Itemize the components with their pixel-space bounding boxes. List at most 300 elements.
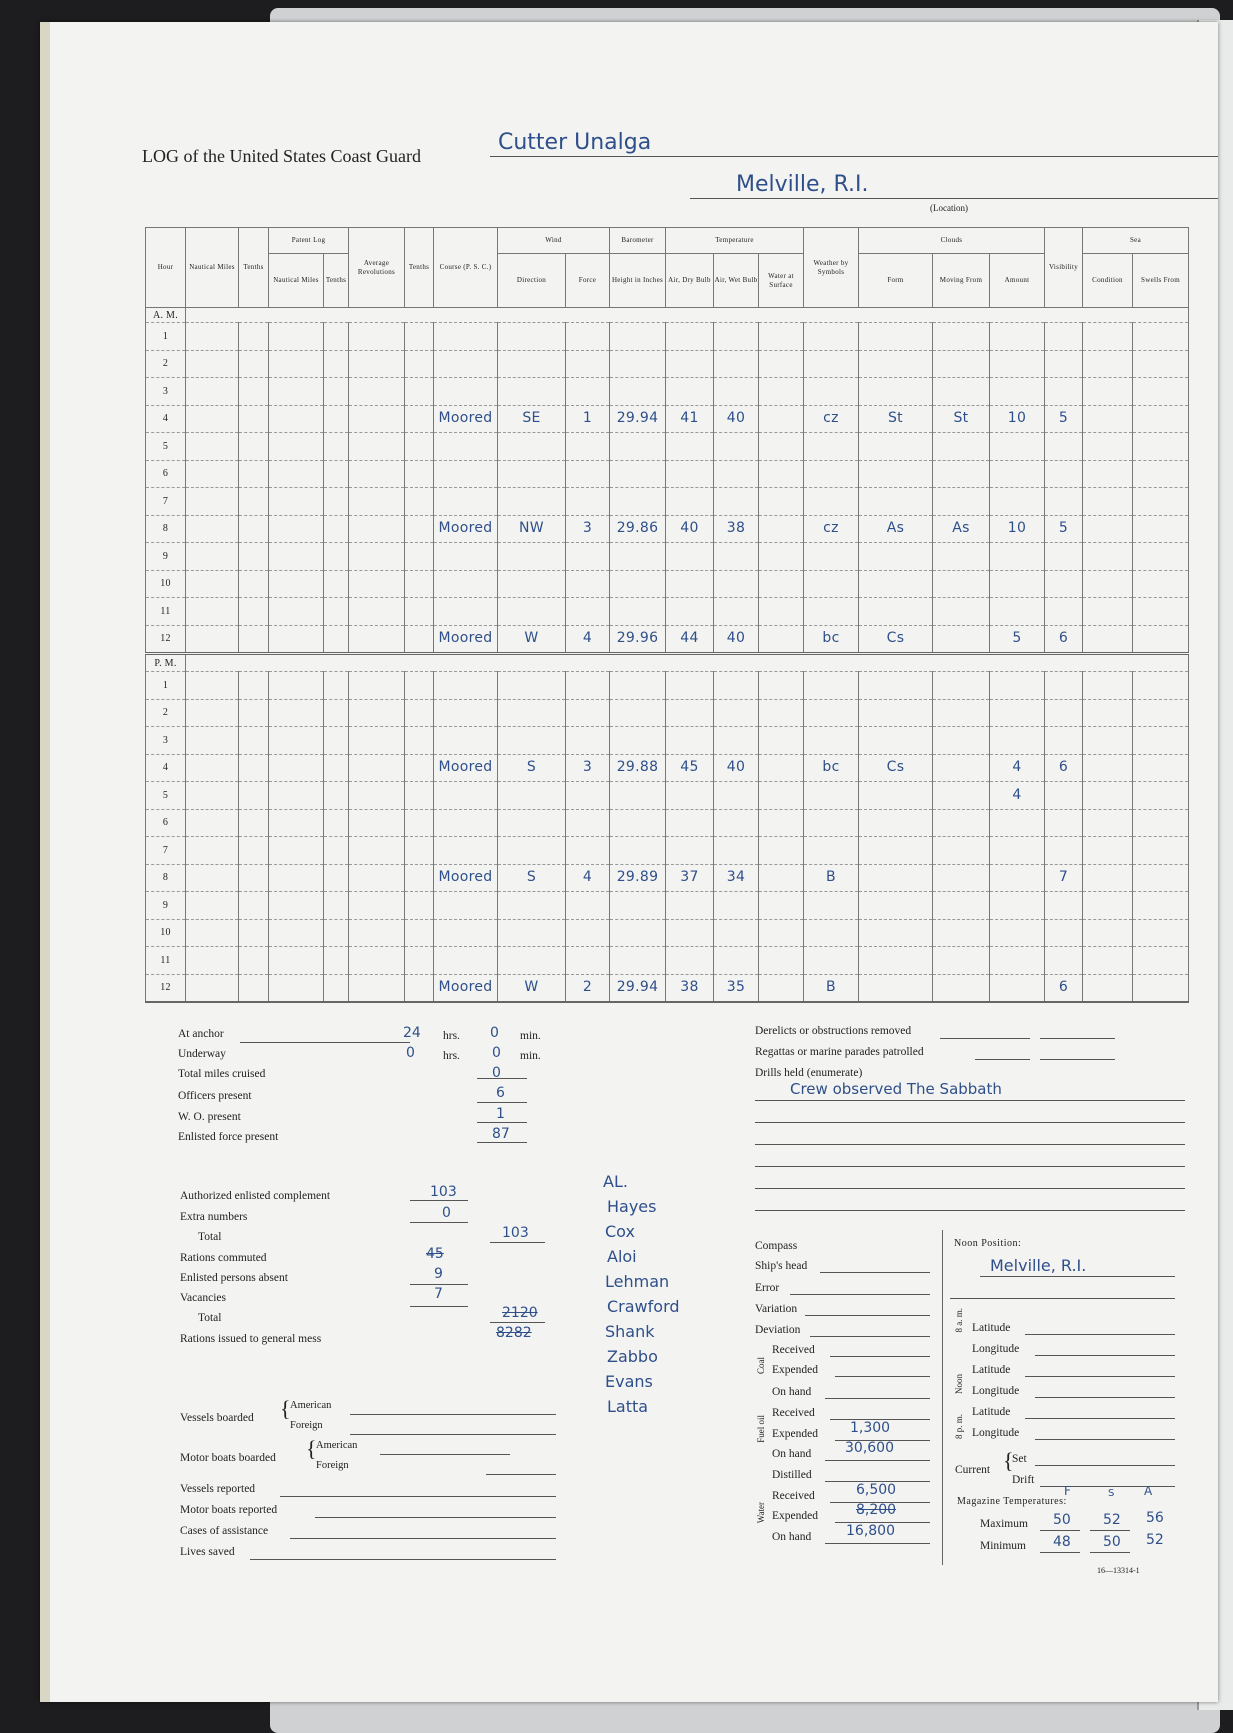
cond-cell bbox=[1083, 672, 1133, 700]
force-cell bbox=[566, 570, 610, 598]
water-received: Received bbox=[772, 1490, 815, 1502]
weather-cell bbox=[804, 947, 859, 975]
wet-cell: 40 bbox=[714, 625, 759, 654]
vis-cell bbox=[1045, 378, 1083, 406]
wet-cell bbox=[714, 350, 759, 378]
wet-cell: 38 bbox=[714, 515, 759, 543]
weather-cell bbox=[804, 460, 859, 488]
amount-cell bbox=[990, 570, 1045, 598]
hour-cell: 3 bbox=[146, 727, 186, 755]
dry-cell bbox=[666, 350, 714, 378]
baro-cell: 29.89 bbox=[610, 864, 666, 892]
cond-cell bbox=[1083, 488, 1133, 516]
wet-cell bbox=[714, 570, 759, 598]
amount-cell: 4 bbox=[990, 782, 1045, 810]
col-air-dry: Air, Dry Bulb bbox=[666, 254, 714, 308]
dir-cell: S bbox=[498, 754, 566, 782]
vis-cell: 6 bbox=[1045, 754, 1083, 782]
hour-cell: 9 bbox=[146, 892, 186, 920]
log-table bbox=[145, 227, 1189, 1003]
course-cell: Moored bbox=[434, 754, 498, 782]
baro-cell bbox=[610, 837, 666, 865]
total2-val: 2120 bbox=[502, 1305, 538, 1321]
moving-cell bbox=[933, 754, 990, 782]
course-cell bbox=[434, 570, 498, 598]
swell-cell bbox=[1133, 515, 1189, 543]
authorized-label: Authorized enlisted complement bbox=[180, 1190, 331, 1202]
baro-cell bbox=[610, 809, 666, 837]
dry-cell: 44 bbox=[666, 625, 714, 654]
dir-cell bbox=[498, 433, 566, 461]
max-f: 50 bbox=[1053, 1512, 1071, 1528]
force-cell bbox=[566, 488, 610, 516]
total1-label: Total bbox=[198, 1231, 222, 1243]
total1-val: 103 bbox=[502, 1225, 529, 1241]
cond-cell bbox=[1083, 378, 1133, 406]
weather-cell bbox=[804, 433, 859, 461]
water-cell bbox=[759, 433, 804, 461]
water-cell bbox=[759, 488, 804, 516]
moving-cell: As bbox=[933, 515, 990, 543]
cond-cell bbox=[1083, 570, 1133, 598]
water-cell bbox=[759, 974, 804, 1002]
moving-cell bbox=[933, 727, 990, 755]
vis-cell bbox=[1045, 570, 1083, 598]
amount-cell bbox=[990, 727, 1045, 755]
motor-boarded-label: Motor boats boarded bbox=[180, 1452, 276, 1464]
col-nautical-miles: Nautical Miles bbox=[186, 228, 239, 308]
amount-cell bbox=[990, 672, 1045, 700]
amount-cell bbox=[990, 919, 1045, 947]
cond-cell bbox=[1083, 433, 1133, 461]
wet-cell bbox=[714, 378, 759, 406]
hour-cell: 9 bbox=[146, 543, 186, 571]
dir-cell bbox=[498, 837, 566, 865]
dry-cell bbox=[666, 570, 714, 598]
dry-cell bbox=[666, 433, 714, 461]
moving-cell: St bbox=[933, 405, 990, 433]
course-cell bbox=[434, 947, 498, 975]
water-cell bbox=[759, 543, 804, 571]
moving-cell bbox=[933, 323, 990, 351]
baro-cell bbox=[610, 892, 666, 920]
baro-cell bbox=[610, 570, 666, 598]
force-cell bbox=[566, 782, 610, 810]
crew-name: Shank bbox=[605, 1322, 655, 1341]
weather-cell bbox=[804, 350, 859, 378]
compass-label: Compass bbox=[755, 1240, 798, 1252]
col-tenths: Tenths bbox=[239, 228, 269, 308]
crew-name: Lehman bbox=[605, 1272, 670, 1291]
amount-cell: 5 bbox=[990, 625, 1045, 654]
dry-cell bbox=[666, 947, 714, 975]
amount-cell bbox=[990, 699, 1045, 727]
hour-cell: 8 bbox=[146, 864, 186, 892]
vis-cell bbox=[1045, 782, 1083, 810]
vis-cell bbox=[1045, 699, 1083, 727]
col-clouds: Clouds bbox=[859, 228, 1045, 254]
weather-cell: cz bbox=[804, 405, 859, 433]
vis-cell bbox=[1045, 433, 1083, 461]
weather-cell bbox=[804, 837, 859, 865]
am-label: A. M. bbox=[146, 308, 186, 323]
col-hour: Hour bbox=[146, 228, 186, 308]
force-cell bbox=[566, 947, 610, 975]
form-cell bbox=[859, 598, 933, 626]
hour-cell: 11 bbox=[146, 598, 186, 626]
water-on-hand: On hand bbox=[772, 1531, 812, 1543]
wet-cell bbox=[714, 543, 759, 571]
form-number: 16—13314-1 bbox=[1097, 1566, 1140, 1575]
crew-name: Crawford bbox=[607, 1297, 680, 1316]
lat-8am: Latitude bbox=[972, 1322, 1011, 1334]
vis-cell bbox=[1045, 460, 1083, 488]
force-cell bbox=[566, 892, 610, 920]
course-cell: Moored bbox=[434, 974, 498, 1002]
course-cell bbox=[434, 488, 498, 516]
col-patent-log: Patent Log bbox=[269, 228, 349, 254]
enlisted-val: 87 bbox=[492, 1126, 510, 1142]
baro-cell bbox=[610, 919, 666, 947]
motor-reported-label: Motor boats reported bbox=[180, 1504, 278, 1516]
hour-cell: 12 bbox=[146, 974, 186, 1002]
wet-cell bbox=[714, 837, 759, 865]
underway-min: 0 bbox=[492, 1045, 501, 1061]
col-patent-tenths: Tenths bbox=[324, 254, 349, 308]
water-cell bbox=[759, 323, 804, 351]
dry-cell: 41 bbox=[666, 405, 714, 433]
pm-row-1 bbox=[146, 672, 1189, 700]
dry-cell bbox=[666, 809, 714, 837]
baro-cell bbox=[610, 350, 666, 378]
water-cell bbox=[759, 570, 804, 598]
amount-cell bbox=[990, 378, 1045, 406]
course-cell: Moored bbox=[434, 405, 498, 433]
moving-cell bbox=[933, 947, 990, 975]
vis-cell: 7 bbox=[1045, 864, 1083, 892]
course-cell bbox=[434, 727, 498, 755]
vis-cell: 6 bbox=[1045, 974, 1083, 1002]
rations-commuted-label: Rations commuted bbox=[180, 1252, 267, 1264]
course-cell bbox=[434, 323, 498, 351]
col-temperature: Temperature bbox=[666, 228, 804, 254]
form-cell: Cs bbox=[859, 754, 933, 782]
col-visibility: Visibility bbox=[1045, 228, 1083, 308]
form-cell bbox=[859, 892, 933, 920]
wet-cell bbox=[714, 699, 759, 727]
min-s: 50 bbox=[1103, 1534, 1121, 1550]
cond-cell bbox=[1083, 727, 1133, 755]
water-cell bbox=[759, 754, 804, 782]
mag-col-s: S bbox=[1108, 1488, 1115, 1499]
swell-cell bbox=[1133, 672, 1189, 700]
dir-cell bbox=[498, 727, 566, 755]
vessels-american: American bbox=[290, 1400, 332, 1411]
weather-cell bbox=[804, 727, 859, 755]
baro-cell: 29.96 bbox=[610, 625, 666, 654]
hour-cell: 5 bbox=[146, 433, 186, 461]
min-f: 48 bbox=[1053, 1534, 1071, 1550]
amount-cell bbox=[990, 323, 1045, 351]
swell-cell bbox=[1133, 919, 1189, 947]
swell-cell bbox=[1133, 892, 1189, 920]
am-row-10 bbox=[146, 570, 1189, 598]
hour-cell: 12 bbox=[146, 625, 186, 654]
swell-cell bbox=[1133, 699, 1189, 727]
wet-cell bbox=[714, 672, 759, 700]
derelicts-label: Derelicts or obstructions removed bbox=[755, 1025, 912, 1037]
pm-row-6 bbox=[146, 809, 1189, 837]
moving-cell bbox=[933, 809, 990, 837]
swell-cell bbox=[1133, 864, 1189, 892]
dir-cell bbox=[498, 809, 566, 837]
form-cell bbox=[859, 543, 933, 571]
lat-8pm: Latitude bbox=[972, 1406, 1011, 1418]
form-cell bbox=[859, 378, 933, 406]
vis-cell bbox=[1045, 837, 1083, 865]
vessels-boarded-label: Vessels boarded bbox=[180, 1412, 254, 1424]
cond-cell bbox=[1083, 405, 1133, 433]
fuel-on-hand: On hand bbox=[772, 1448, 812, 1460]
course-cell bbox=[434, 598, 498, 626]
dir-cell bbox=[498, 460, 566, 488]
dir-cell bbox=[498, 699, 566, 727]
vis-cell bbox=[1045, 919, 1083, 947]
cond-cell bbox=[1083, 782, 1133, 810]
force-cell: 3 bbox=[566, 515, 610, 543]
dry-cell: 38 bbox=[666, 974, 714, 1002]
ships-head-label: Ship's head bbox=[755, 1260, 808, 1272]
baro-cell bbox=[610, 460, 666, 488]
min-label-2: min. bbox=[520, 1050, 541, 1062]
weather-cell bbox=[804, 782, 859, 810]
amount-cell bbox=[990, 598, 1045, 626]
form-cell bbox=[859, 974, 933, 1002]
vis-cell bbox=[1045, 323, 1083, 351]
dry-cell bbox=[666, 598, 714, 626]
dir-cell bbox=[498, 488, 566, 516]
wet-cell bbox=[714, 460, 759, 488]
8pm-label: 8 p. m. bbox=[954, 1414, 964, 1440]
fuel-oil-label: Fuel oil bbox=[756, 1415, 766, 1443]
weather-cell bbox=[804, 570, 859, 598]
swell-cell bbox=[1133, 727, 1189, 755]
amount-cell bbox=[990, 892, 1045, 920]
hrs-label-2: hrs. bbox=[443, 1050, 460, 1062]
water-cell bbox=[759, 919, 804, 947]
cond-cell bbox=[1083, 892, 1133, 920]
moving-cell bbox=[933, 782, 990, 810]
vacancies-label: Vacancies bbox=[180, 1292, 226, 1304]
swell-cell bbox=[1133, 837, 1189, 865]
form-cell bbox=[859, 699, 933, 727]
hour-cell: 4 bbox=[146, 754, 186, 782]
crew-name: Aloi bbox=[607, 1247, 637, 1266]
minimum-label: Minimum bbox=[980, 1540, 1027, 1552]
vis-cell bbox=[1045, 672, 1083, 700]
swell-cell bbox=[1133, 433, 1189, 461]
rations-commuted-val: 45 bbox=[426, 1246, 444, 1262]
deviation-label: Deviation bbox=[755, 1324, 801, 1336]
form-cell: As bbox=[859, 515, 933, 543]
hour-cell: 5 bbox=[146, 782, 186, 810]
dir-cell: W bbox=[498, 974, 566, 1002]
col-wind: Wind bbox=[498, 228, 610, 254]
water-expended: Expended bbox=[772, 1510, 818, 1522]
dry-cell: 40 bbox=[666, 515, 714, 543]
pm-row-4 bbox=[146, 754, 1189, 782]
swell-cell bbox=[1133, 947, 1189, 975]
course-cell bbox=[434, 460, 498, 488]
underway-hrs: 0 bbox=[406, 1045, 415, 1061]
form-cell bbox=[859, 350, 933, 378]
cond-cell bbox=[1083, 947, 1133, 975]
vis-cell: 6 bbox=[1045, 625, 1083, 654]
dry-cell bbox=[666, 727, 714, 755]
moving-cell bbox=[933, 919, 990, 947]
water-cell bbox=[759, 947, 804, 975]
pm-row-7 bbox=[146, 837, 1189, 865]
water-label: Water bbox=[756, 1502, 766, 1524]
course-cell bbox=[434, 809, 498, 837]
baro-cell bbox=[610, 947, 666, 975]
crew-name: Latta bbox=[607, 1397, 649, 1416]
weather-cell: B bbox=[804, 974, 859, 1002]
swell-cell bbox=[1133, 598, 1189, 626]
wo-val: 1 bbox=[496, 1106, 505, 1122]
vessels-reported-label: Vessels reported bbox=[180, 1483, 256, 1495]
water-cell bbox=[759, 782, 804, 810]
weather-cell: cz bbox=[804, 515, 859, 543]
baro-cell: 29.94 bbox=[610, 405, 666, 433]
course-cell bbox=[434, 350, 498, 378]
cond-cell bbox=[1083, 699, 1133, 727]
am-row-3 bbox=[146, 378, 1189, 406]
moving-cell bbox=[933, 433, 990, 461]
course-cell bbox=[434, 672, 498, 700]
cond-cell bbox=[1083, 515, 1133, 543]
hour-cell: 8 bbox=[146, 515, 186, 543]
vis-cell bbox=[1045, 809, 1083, 837]
form-cell bbox=[859, 837, 933, 865]
form-cell bbox=[859, 672, 933, 700]
weather-cell bbox=[804, 672, 859, 700]
col-cloud-moving: Moving From bbox=[933, 254, 990, 308]
course-cell bbox=[434, 919, 498, 947]
course-cell bbox=[434, 892, 498, 920]
course-cell bbox=[434, 543, 498, 571]
coal-received: Received bbox=[772, 1344, 815, 1356]
amount-cell bbox=[990, 837, 1045, 865]
crew-name: AL. bbox=[603, 1172, 628, 1191]
course-cell bbox=[434, 837, 498, 865]
log-page: LOG of the United States Coast Guard Cutter Unalga Melville, R.I. (Location) Hour Nautical Miles Tenths Patent Log Average Revolutions Tenths Course (P. S. C.) Wind Barometer Temperature Weather by Symbols Clouds Visibility Sea Nautical Miles Tenths Direction Force Height in Inches Air, Dry Bulb Air, Wet Bulb Water at Surface Form Moving From Amount Condition Swells From A. M. 1 2 3 4 Moored SE 1 29.94 41 40 cz St St 10 5 5 6 7 8 Moored NW 3 29.86 40 38 cz As As 10 5 9 10 11 12 Moored W 4 29.96 44 40 bc Cs 5 6 P. M. 1 2 3 4 Moored S 3 29.88 45 40 bc Cs 4 6 5 4 6 7 8 Moored S 4 29.89 37 34 B 7 9 10 11 12 Moored W 2 29.94 38 35 B 6 At anchor 24 hrs. 0 min. Underway 0 hrs. 0 min. Total miles cruised 0 Officers present 6 W. O. present 1 Enlisted force present 87 Authorized enlisted complement 103 Extra numbers 0 Total 103 Rations commuted 45 Enlisted persons absent 9 Vacancies 7 Total 2120 Rations issued to general mess 8282 AL. Hayes Cox Aloi Lehman Crawford Shank Zabbo Evans Latta Vessels boarded { American Foreign Motor boats boarded { American Foreign Vessels reported Motor boats reported Cases of assistance Lives saved Derelicts or obstructions removed Regattas or marine parades patrolled Drills held (enumerate) Crew observed The Sabbath Compass Ship's head Error Variation Deviation Coal Received Expended On hand Fuel oil Received Expended 1,300 On hand 30,600 Water Distilled Received 6,500 Expended 8,200 On hand 16,800 Noon Position: Melville, R.I. 8 a. m. Noon 8 p. m. Latitude Longitude Latitude Longitude Latitude Longitude Current { Set Drift Magazine Temperatures: F S A Maximum 50 52 56 Minimum 48 50 52 16—13314-1 bbox=[40, 22, 1218, 1702]
water-distilled: Distilled bbox=[772, 1469, 812, 1481]
col-avg-revolutions: Average Revolutions bbox=[349, 228, 405, 308]
dry-cell bbox=[666, 460, 714, 488]
at-anchor-label: At anchor bbox=[178, 1028, 224, 1040]
at-anchor-min: 0 bbox=[490, 1025, 499, 1041]
pm-row-5 bbox=[146, 782, 1189, 810]
baro-cell bbox=[610, 672, 666, 700]
moving-cell bbox=[933, 350, 990, 378]
crew-name: Zabbo bbox=[607, 1347, 658, 1366]
form-cell bbox=[859, 460, 933, 488]
form-cell bbox=[859, 727, 933, 755]
dry-cell bbox=[666, 543, 714, 571]
variation-label: Variation bbox=[755, 1303, 798, 1315]
officers-label: Officers present bbox=[178, 1090, 252, 1102]
hour-cell: 6 bbox=[146, 809, 186, 837]
baro-cell: 29.94 bbox=[610, 974, 666, 1002]
hour-cell: 10 bbox=[146, 919, 186, 947]
swell-cell bbox=[1133, 460, 1189, 488]
moving-cell bbox=[933, 864, 990, 892]
col-weather: Weather by Symbols bbox=[804, 228, 859, 308]
col-tenths-2: Tenths bbox=[405, 228, 434, 308]
extra-val: 0 bbox=[442, 1205, 451, 1221]
dry-cell: 45 bbox=[666, 754, 714, 782]
dry-cell bbox=[666, 378, 714, 406]
wet-cell bbox=[714, 947, 759, 975]
noon-position-val: Melville, R.I. bbox=[990, 1256, 1087, 1275]
8am-label: 8 a. m. bbox=[954, 1308, 964, 1333]
hour-cell: 10 bbox=[146, 570, 186, 598]
current-set: Set bbox=[1012, 1453, 1027, 1465]
pm-row-8 bbox=[146, 864, 1189, 892]
water-cell bbox=[759, 809, 804, 837]
water-cell bbox=[759, 864, 804, 892]
weather-cell: bc bbox=[804, 754, 859, 782]
weather-cell bbox=[804, 699, 859, 727]
weather-cell bbox=[804, 598, 859, 626]
hour-cell: 11 bbox=[146, 947, 186, 975]
water-cell bbox=[759, 350, 804, 378]
moving-cell bbox=[933, 570, 990, 598]
amount-cell bbox=[990, 543, 1045, 571]
form-cell: St bbox=[859, 405, 933, 433]
vis-cell bbox=[1045, 947, 1083, 975]
wet-cell bbox=[714, 892, 759, 920]
baro-cell bbox=[610, 727, 666, 755]
vis-cell bbox=[1045, 892, 1083, 920]
wet-cell: 35 bbox=[714, 974, 759, 1002]
dir-cell: NW bbox=[498, 515, 566, 543]
motor-foreign: Foreign bbox=[316, 1460, 349, 1471]
weather-cell bbox=[804, 378, 859, 406]
moving-cell bbox=[933, 378, 990, 406]
dry-cell bbox=[666, 892, 714, 920]
swell-cell bbox=[1133, 570, 1189, 598]
dir-cell bbox=[498, 672, 566, 700]
force-cell: 3 bbox=[566, 754, 610, 782]
water-cell bbox=[759, 625, 804, 654]
max-a: 56 bbox=[1146, 1510, 1164, 1526]
water-cell bbox=[759, 892, 804, 920]
dry-cell: 37 bbox=[666, 864, 714, 892]
cond-cell bbox=[1083, 625, 1133, 654]
dir-cell bbox=[498, 919, 566, 947]
min-a: 52 bbox=[1146, 1532, 1164, 1548]
am-row-11 bbox=[146, 598, 1189, 626]
dir-cell bbox=[498, 570, 566, 598]
form-cell bbox=[859, 809, 933, 837]
hour-cell: 1 bbox=[146, 323, 186, 351]
enlisted-label: Enlisted force present bbox=[178, 1131, 279, 1143]
form-cell bbox=[859, 919, 933, 947]
dry-cell bbox=[666, 837, 714, 865]
cond-cell bbox=[1083, 460, 1133, 488]
